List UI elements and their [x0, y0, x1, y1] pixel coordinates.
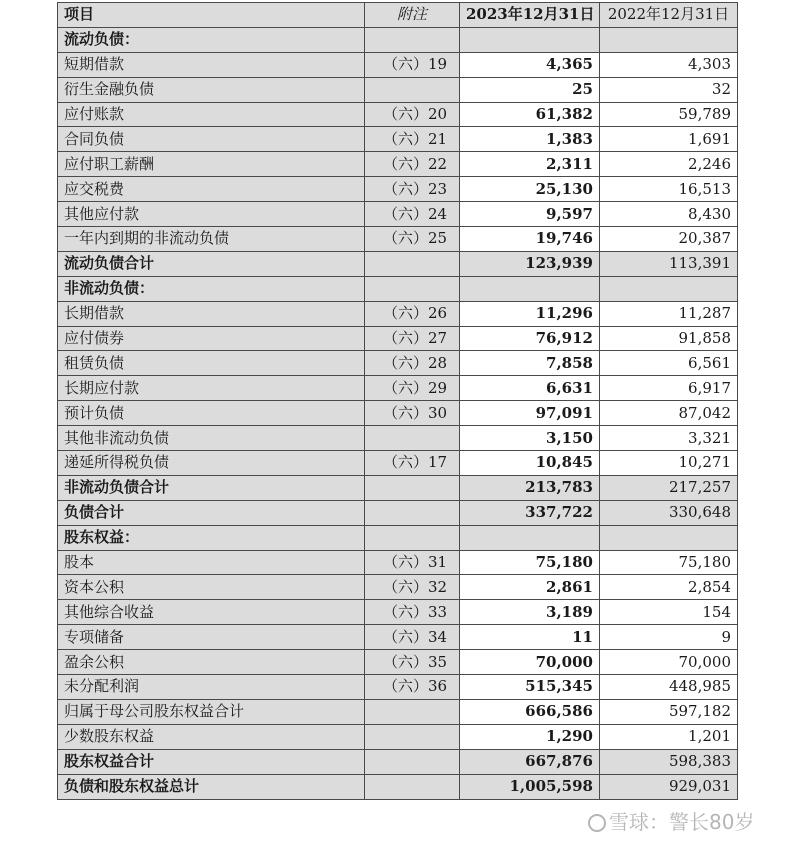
row-value-2022: 2,854: [600, 575, 738, 600]
section-row: [58, 276, 738, 301]
row-label: 其他综合收益: [58, 600, 365, 625]
row-value-2022: 20,387: [600, 227, 738, 252]
row-value-2023: 1,005,598: [460, 774, 600, 799]
row-value-2023: 2,311: [460, 152, 600, 177]
row-value-2022: 1,691: [600, 127, 738, 152]
row-note: （六）17: [365, 451, 460, 476]
row-value-2023: 97,091: [460, 401, 600, 426]
table-row: [58, 426, 738, 451]
row-value-2022: 6,561: [600, 351, 738, 376]
row-label: 短期借款: [58, 52, 365, 77]
row-value-2022: 87,042: [600, 401, 738, 426]
row-note: （六）23: [365, 177, 460, 202]
table-row: [58, 600, 738, 625]
row-note: （六）26: [365, 301, 460, 326]
table-row: [58, 550, 738, 575]
row-value-2023: 667,876: [460, 749, 600, 774]
row-value-2023: 61,382: [460, 102, 600, 127]
section-row: [58, 525, 738, 550]
row-value-2023: 10,845: [460, 451, 600, 476]
row-note: （六）20: [365, 102, 460, 127]
table-body: [58, 27, 738, 799]
row-note: （六）34: [365, 625, 460, 650]
row-note: [365, 500, 460, 525]
row-value-2022: 154: [600, 600, 738, 625]
row-value-2023: [460, 276, 600, 301]
row-value-2022: 32: [600, 77, 738, 102]
row-value-2023: 76,912: [460, 326, 600, 351]
row-note: （六）27: [365, 326, 460, 351]
row-value-2022: [600, 27, 738, 52]
table-row: [58, 376, 738, 401]
row-value-2022: 217,257: [600, 475, 738, 500]
row-note: （六）36: [365, 675, 460, 700]
table-row: [58, 77, 738, 102]
row-value-2022: 10,271: [600, 451, 738, 476]
row-value-2022: 4,303: [600, 52, 738, 77]
row-value-2022: 929,031: [600, 774, 738, 799]
row-value-2023: 7,858: [460, 351, 600, 376]
row-label: 资本公积: [58, 575, 365, 600]
table-row: [58, 724, 738, 749]
table-row: [58, 401, 738, 426]
snowball-logo-icon: [588, 814, 606, 832]
table-row: [58, 699, 738, 724]
watermark: [588, 806, 754, 835]
row-value-2022: 11,287: [600, 301, 738, 326]
total-row: [58, 749, 738, 774]
row-note: （六）29: [365, 376, 460, 401]
row-label: 应交税费: [58, 177, 365, 202]
total-row: [58, 500, 738, 525]
row-value-2023: 75,180: [460, 550, 600, 575]
row-value-2022: 70,000: [600, 650, 738, 675]
total-row: [58, 251, 738, 276]
row-label: 递延所得税负债: [58, 451, 365, 476]
table-row: [58, 451, 738, 476]
row-label: 非流动负债：: [58, 276, 365, 301]
row-value-2023: 515,345: [460, 675, 600, 700]
row-label: 长期应付款: [58, 376, 365, 401]
row-value-2023: 25: [460, 77, 600, 102]
table-row: [58, 675, 738, 700]
table-row: [58, 326, 738, 351]
row-value-2023: 11: [460, 625, 600, 650]
row-value-2023: 19,746: [460, 227, 600, 252]
watermark-text: 雪球：警长80岁: [609, 810, 755, 834]
table-row: [58, 227, 738, 252]
table-row: [58, 625, 738, 650]
row-note: [365, 251, 460, 276]
header-2022: 2022年12月31日: [600, 3, 738, 28]
row-value-2023: 11,296: [460, 301, 600, 326]
row-value-2022: 597,182: [600, 699, 738, 724]
table-row: [58, 177, 738, 202]
header-item: 项目: [58, 3, 365, 28]
table-row: [58, 351, 738, 376]
row-value-2023: 666,586: [460, 699, 600, 724]
row-label: 专项储备: [58, 625, 365, 650]
table-row: [58, 127, 738, 152]
row-label: 少数股东权益: [58, 724, 365, 749]
row-value-2023: 2,861: [460, 575, 600, 600]
row-label: 非流动负债合计: [58, 475, 365, 500]
row-value-2023: 1,290: [460, 724, 600, 749]
row-label: 股东权益合计: [58, 749, 365, 774]
row-value-2023: [460, 27, 600, 52]
row-label: 股东权益：: [58, 525, 365, 550]
total-row: [58, 475, 738, 500]
table-row: [58, 152, 738, 177]
liabilities-equity-table: [57, 2, 738, 800]
row-label: 盈余公积: [58, 650, 365, 675]
row-note: （六）33: [365, 600, 460, 625]
total-row: [58, 774, 738, 799]
row-label: 其他非流动负债: [58, 426, 365, 451]
row-label: 流动负债：: [58, 27, 365, 52]
row-note: （六）21: [365, 127, 460, 152]
row-value-2023: 6,631: [460, 376, 600, 401]
table-header-row: [58, 3, 738, 28]
row-label: 股本: [58, 550, 365, 575]
row-note: [365, 276, 460, 301]
row-label: 负债和股东权益总计: [58, 774, 365, 799]
row-value-2023: [460, 525, 600, 550]
row-label: 预计负债: [58, 401, 365, 426]
row-note: （六）19: [365, 52, 460, 77]
table-row: [58, 301, 738, 326]
row-value-2022: 113,391: [600, 251, 738, 276]
row-label: 租赁负债: [58, 351, 365, 376]
row-note: [365, 475, 460, 500]
table-row: [58, 650, 738, 675]
row-value-2022: 448,985: [600, 675, 738, 700]
row-note: [365, 525, 460, 550]
row-value-2023: 70,000: [460, 650, 600, 675]
row-value-2022: [600, 276, 738, 301]
row-note: [365, 27, 460, 52]
row-label: 衍生金融负债: [58, 77, 365, 102]
row-value-2023: 3,189: [460, 600, 600, 625]
row-value-2022: 2,246: [600, 152, 738, 177]
row-value-2022: 330,648: [600, 500, 738, 525]
row-value-2023: 213,783: [460, 475, 600, 500]
row-label: 应付债券: [58, 326, 365, 351]
header-2023: 2023年12月31日: [460, 3, 600, 28]
row-note: （六）35: [365, 650, 460, 675]
row-note: （六）31: [365, 550, 460, 575]
row-note: （六）24: [365, 202, 460, 227]
row-value-2023: 4,365: [460, 52, 600, 77]
row-value-2022: 598,383: [600, 749, 738, 774]
row-note: （六）25: [365, 227, 460, 252]
table-row: [58, 102, 738, 127]
row-value-2023: 1,383: [460, 127, 600, 152]
row-value-2023: 123,939: [460, 251, 600, 276]
table-row: [58, 575, 738, 600]
row-value-2022: 1,201: [600, 724, 738, 749]
row-label: 合同负债: [58, 127, 365, 152]
row-value-2022: 91,858: [600, 326, 738, 351]
row-value-2022: [600, 525, 738, 550]
row-label: 长期借款: [58, 301, 365, 326]
header-note: 附注: [365, 3, 460, 28]
row-value-2022: 9: [600, 625, 738, 650]
row-value-2023: 25,130: [460, 177, 600, 202]
row-label: 其他应付款: [58, 202, 365, 227]
row-value-2022: 59,789: [600, 102, 738, 127]
row-value-2023: 337,722: [460, 500, 600, 525]
row-note: （六）32: [365, 575, 460, 600]
row-label: 一年内到期的非流动负债: [58, 227, 365, 252]
row-note: [365, 749, 460, 774]
row-label: 归属于母公司股东权益合计: [58, 699, 365, 724]
row-value-2022: 8,430: [600, 202, 738, 227]
row-note: （六）28: [365, 351, 460, 376]
row-note: [365, 724, 460, 749]
table-row: [58, 202, 738, 227]
row-note: [365, 699, 460, 724]
row-label: 流动负债合计: [58, 251, 365, 276]
row-value-2022: 6,917: [600, 376, 738, 401]
row-value-2023: 3,150: [460, 426, 600, 451]
row-value-2022: 3,321: [600, 426, 738, 451]
row-label: 未分配利润: [58, 675, 365, 700]
row-label: 应付账款: [58, 102, 365, 127]
row-note: [365, 774, 460, 799]
row-note: （六）30: [365, 401, 460, 426]
row-value-2023: 9,597: [460, 202, 600, 227]
row-note: [365, 426, 460, 451]
row-note: [365, 77, 460, 102]
row-label: 负债合计: [58, 500, 365, 525]
row-label: 应付职工薪酬: [58, 152, 365, 177]
balance-sheet: [57, 2, 737, 800]
row-note: （六）22: [365, 152, 460, 177]
table-row: [58, 52, 738, 77]
section-row: [58, 27, 738, 52]
row-value-2022: 75,180: [600, 550, 738, 575]
row-value-2022: 16,513: [600, 177, 738, 202]
